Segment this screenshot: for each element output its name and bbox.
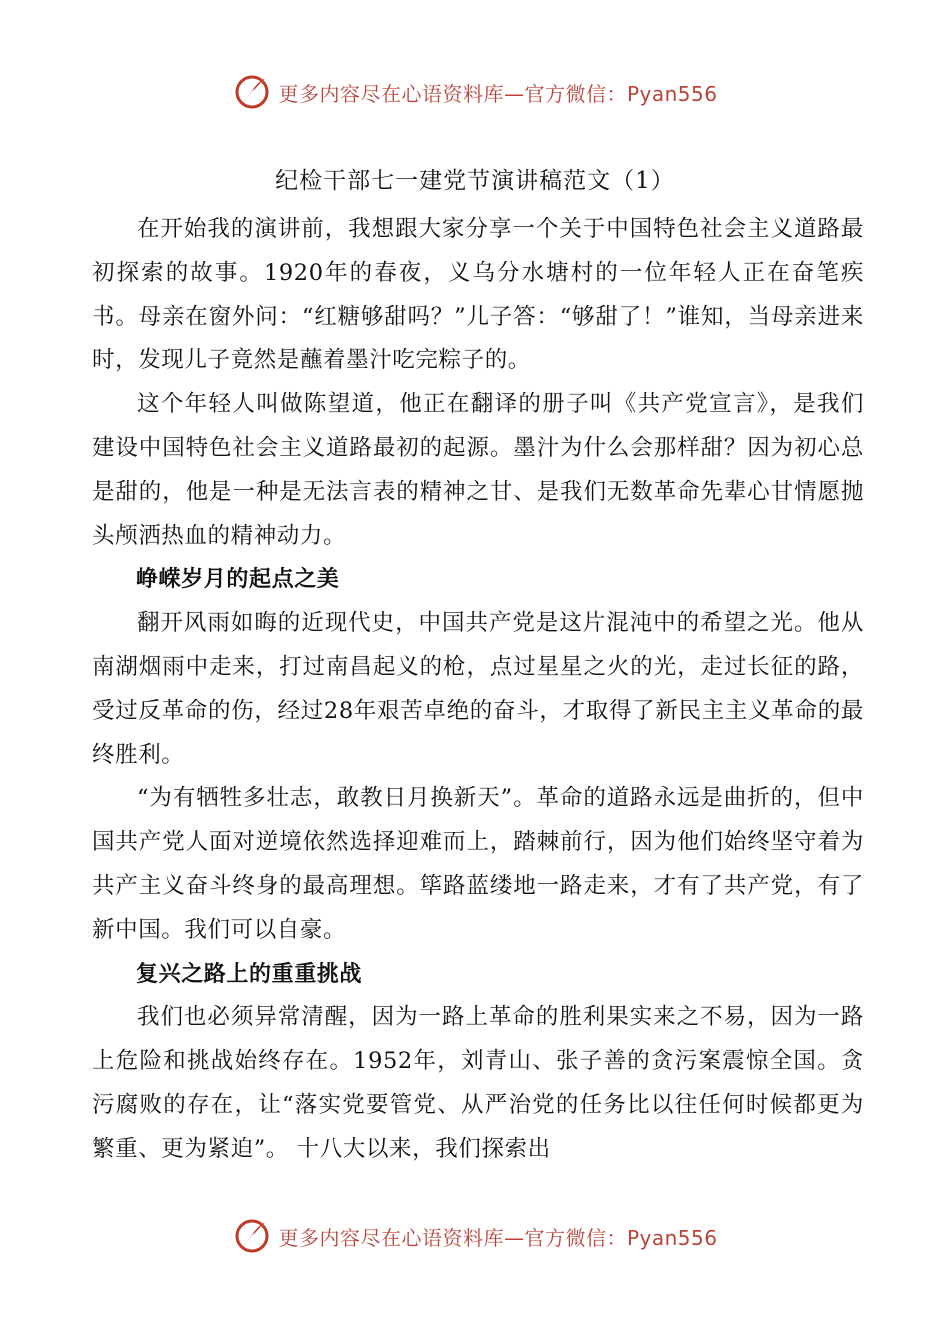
header-watermark-text: 更多内容尽在心语资料库—官方微信：Pyan556 xyxy=(278,81,718,106)
header-watermark xyxy=(0,70,950,114)
paragraph: 在开始我的演讲前，我想跟大家分享一个关于中国特色社会主义道路最初探索的故事。1920年的春夜，义乌分水塘村的一位年轻人正在奋笔疾书。母亲在窗外问：“红糖够甜吗？”儿子答：“够甜了！”谁知，当母亲进来时，发现儿子竟然是蘸着墨汁吃完粽子的。 xyxy=(92,216,864,374)
footer-watermark xyxy=(0,1214,950,1258)
paragraph: 我们也必须异常清醒，因为一路上革命的胜利果实来之不易，因为一路上危险和挑战始终存在。1952年，刘青山、张子善的贪污案震惊全国。贪污腐败的存在，让“落实党要管党、从严治党的任务比以往任何时候都更为繁重、更为紧迫”。 十八大以来，我们探索出 xyxy=(92,1004,864,1162)
quill-pen-logo-icon xyxy=(232,72,272,112)
paragraph: “为有牺牲多壮志，敢教日月换新天”。革命的道路永远是曲折的，但中国共产党人面对逆境依然选择迎难而上，踏棘前行，因为他们始终坚守着为共产主义奋斗终身的最高理想。筚路蓝缕地一路走来，才有了共产党，有了新中国。我们可以自豪。 xyxy=(92,785,864,943)
paragraph: 翻开风雨如晦的近现代史，中国共产党是这片混沌中的希望之光。他从南湖烟雨中走来，打过南昌起义的枪，点过星星之火的光，走过长征的路，受过反革命的伤，经过28年艰苦卓绝的奋斗，才取得了新民主主义革命的最终胜利。 xyxy=(92,610,864,768)
quill-pen-logo-icon xyxy=(232,1216,272,1256)
section-heading: 峥嵘岁月的起点之美 xyxy=(136,567,340,593)
document-title: 纪检干部七一建党节演讲稿范文（1） xyxy=(275,168,675,194)
document-body xyxy=(92,208,864,1172)
section-heading: 复兴之路上的重重挑战 xyxy=(136,961,363,987)
paragraph: 这个年轻人叫做陈望道，他正在翻译的册子叫《共产党宣言》，是我们建设中国特色社会主义道路最初的起源。墨汁为什么会那样甜？因为初心总是甜的，他是一种是无法言表的精神之甘、是我们无数革命先辈心甘情愿抛头颅洒热血的精神动力。 xyxy=(92,391,864,549)
footer-watermark-text: 更多内容尽在心语资料库—官方微信：Pyan556 xyxy=(278,1225,718,1250)
